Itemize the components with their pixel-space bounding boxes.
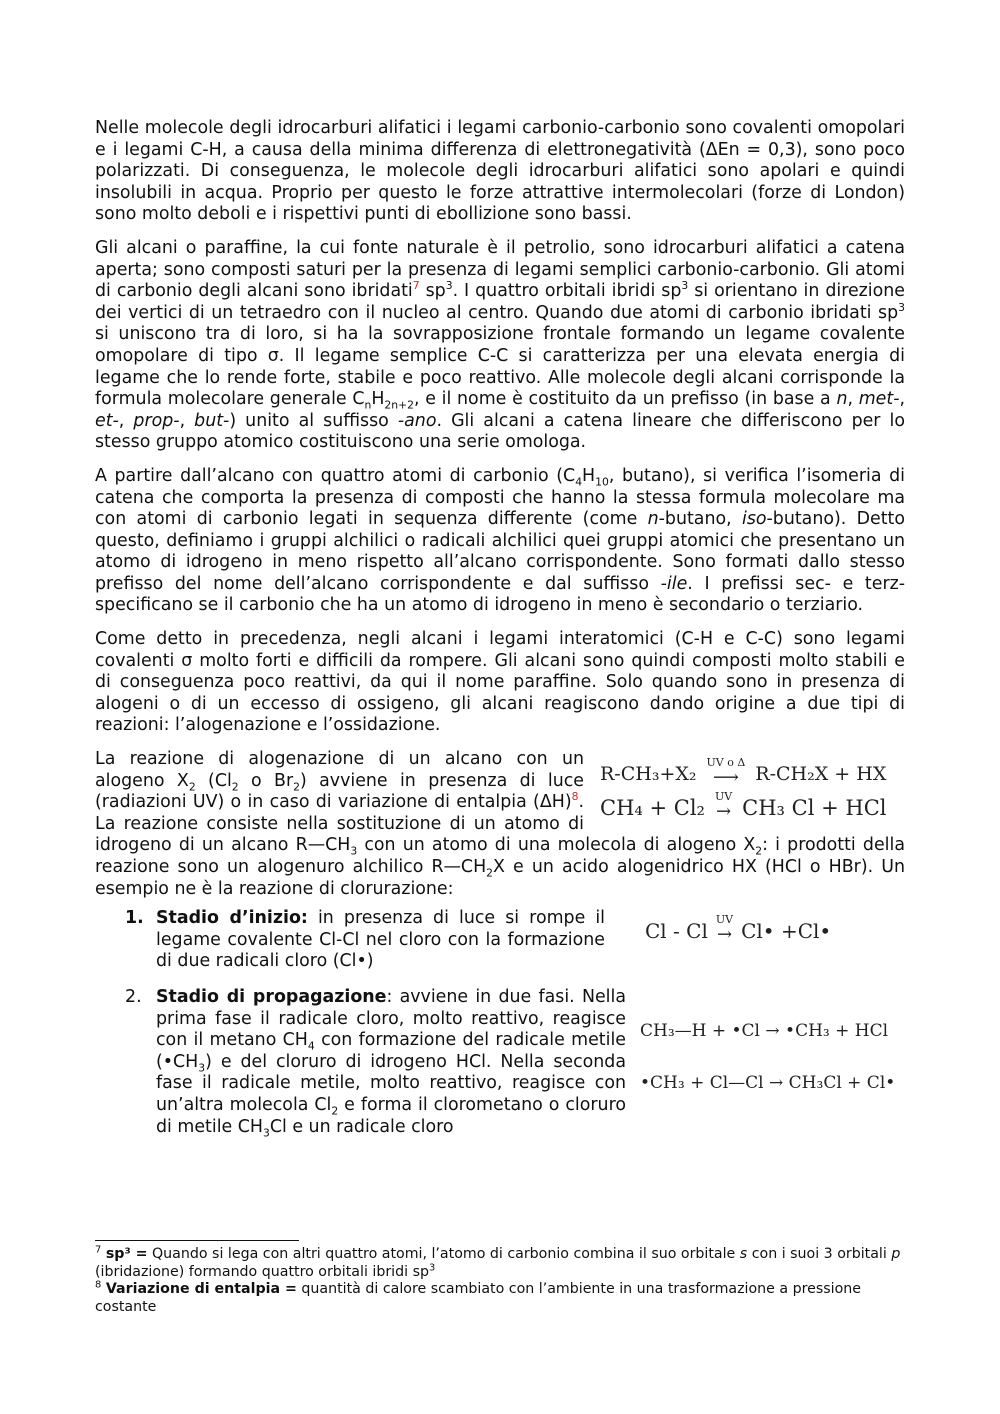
step-title: Stadio d’inizio: — [156, 908, 308, 929]
text: H — [582, 465, 596, 486]
paragraph-isomeria — [95, 466, 905, 617]
step-title: Stadio di propagazione — [156, 986, 387, 1007]
reaction-arrow — [715, 791, 732, 821]
equation-initiation — [645, 914, 905, 944]
equation-reactants: Cl - Cl — [645, 919, 708, 944]
equation-propagation-1: CH₃—H + •Cl → •CH₃ + HCl — [640, 1020, 889, 1041]
footnote-number: 8 — [95, 1279, 102, 1291]
footnote-separator — [95, 1240, 299, 1241]
text: , — [118, 410, 134, 431]
text: ) unito al suffisso — [229, 410, 398, 431]
italic-text: prop- — [133, 410, 180, 431]
arrow-icon: ⟶ — [713, 767, 739, 789]
text: H — [371, 389, 385, 410]
subscript: 2 — [486, 866, 494, 880]
text: . Gli alcani a catena lineare che differiscono per lo stesso gruppo atomico costituiscono una serie omologa. — [95, 410, 905, 453]
document-body — [95, 118, 905, 1152]
paragraph-reattivita — [95, 629, 905, 737]
text: (Cl — [195, 770, 232, 791]
footnote-7 — [95, 1246, 905, 1281]
text: , — [179, 410, 195, 431]
subscript: 2 — [331, 1104, 339, 1118]
superscript: 3 — [428, 1261, 436, 1273]
footnote-term: Variazione di entalpia = — [105, 1281, 297, 1297]
text: A partire dall’alcano con quattro atomi di carbonio (C — [95, 465, 576, 486]
equation-methane-chlorination — [600, 787, 905, 821]
arrow-icon: → — [716, 924, 733, 946]
text: Come detto in precedenza, negli alcani i legami interatomici (C-H e C-C) sono legami covalenti σ molto forti e difficili da rompere. Gli alcani sono quindi composti molto stabili e di conseguenza poco reattivi, da qui il nome paraffine. Solo quando sono in presenza di alogeni o di un eccesso di ossigeno, gli alcani reagiscono dando origine a due tipi di reazioni: l’alogenazione e l’ossidazione. — [95, 629, 905, 736]
text: : avviene in due fasi. Nella prima fase il radicale cloro, molto reattivo, reagisce con il metano CH — [156, 986, 626, 1051]
text: con formazione del radicale metile (•CH — [156, 1030, 626, 1072]
subscript: 4 — [575, 475, 583, 489]
paragraph-alcani — [95, 238, 905, 454]
paragraph-alogenazione — [95, 749, 905, 1138]
text: o Br — [238, 770, 294, 791]
text: quantità di calore scambiato con l’ambiente in una trasformazione a pressione costante — [95, 1281, 861, 1315]
italic-text: p — [891, 1246, 901, 1262]
subscript: 2 — [231, 780, 239, 794]
subscript: 2n+2 — [384, 398, 414, 412]
footnote-ref-7[interactable]: 7 — [412, 279, 420, 293]
subscript: 3 — [350, 844, 358, 858]
italic-text: n — [647, 509, 659, 530]
text: Cl e un radicale cloro — [269, 1116, 454, 1137]
subscript: 2 — [755, 844, 763, 858]
superscript: 3 — [681, 279, 689, 293]
text: La reazione di alogenazione di un alcano con un alogeno X — [95, 749, 584, 791]
text: Quando si lega con altri quattro atomi, l’atomo di carbonio combina il suo orbitale — [147, 1246, 740, 1262]
text: . I prefissi sec- e terz- specificano se il carbonio che ha un atomo di idrogeno in meno è secondario o terziario. — [95, 573, 905, 616]
arrow-condition: UV o Δ — [706, 756, 746, 770]
list-item-stadio-inizio — [95, 908, 905, 973]
subscript: 3 — [198, 1061, 206, 1075]
italic-text: -ile — [660, 573, 688, 594]
arrow-icon: → — [716, 801, 732, 823]
italic-text: iso — [741, 509, 767, 530]
list-number: 2. — [125, 986, 142, 1007]
reaction-arrow — [707, 757, 746, 787]
subscript: 2 — [293, 780, 300, 794]
arrow-condition: UV — [715, 913, 734, 927]
subscript: 2 — [188, 780, 196, 794]
text: : i prodotti della reazione sono un alogenuro alchilico R—CH — [95, 835, 905, 877]
text: X e un acido alogenidrico HX (HCl o HBr). Un esempio ne è la reazione di clorurazione: — [95, 857, 905, 899]
subscript: n — [364, 398, 372, 412]
italic-text: but- — [194, 410, 230, 431]
subscript: 3 — [262, 1126, 270, 1139]
text: , — [899, 389, 905, 410]
reaction-steps-list — [95, 908, 905, 1138]
text: con un atomo di una molecola di alogeno X — [357, 835, 756, 856]
subscript: 4 — [307, 1039, 315, 1053]
italic-text: s — [739, 1246, 748, 1262]
text: si uniscono tra di loro, si ha la sovrapposizione frontale formando un legame covalente omopolare di tipo σ. Il legame semplice C-C si caratterizza per una elevata energia di legame che lo rende forte, stabile e poco reattivo. Alle molecole degli alcani corrisponde la formula molecolare generale C — [95, 324, 905, 410]
italic-text: -ano — [397, 410, 437, 431]
equation-general-halogenation — [600, 753, 905, 787]
text: , butano), si verifica l’isomeria di catena che comporta la presenza di composti che hanno la stessa formula molecolare ma con atomi di carbonio legati in sequenza differente (come — [95, 465, 905, 530]
text: sp — [419, 281, 446, 302]
subscript: 10 — [595, 475, 609, 489]
equation-products: Cl• +Cl• — [741, 919, 832, 944]
text: -butano). Detto questo, definiamo i gruppi alchilici o radicali alchilici quei gruppi atomici che presentano un atomo di idrogeno in meno rispetto all’alcano corrispondente. Sono formati dallo stesso prefisso del nome dell’alcano corrispondente e dal suffisso — [95, 509, 906, 594]
italic-text: et- — [95, 410, 119, 431]
superscript: 3 — [898, 300, 905, 314]
equation-reactants: CH₄ + Cl₂ — [600, 796, 705, 821]
text: , — [847, 389, 859, 410]
italic-text: met- — [858, 389, 900, 410]
superscript: 3 — [445, 279, 453, 293]
text: . I quattro orbitali ibridi sp — [452, 281, 682, 302]
equation-reactants: R-CH₃+X₂ — [600, 763, 697, 786]
arrow-condition: UV — [714, 790, 733, 804]
text: (ibridazione) formando quattro orbitali ibridi sp — [95, 1263, 429, 1280]
paragraph-intro-text: Nelle molecole degli idrocarburi alifatici i legami carbonio-carbonio sono covalenti omopolari e i legami C-H, a causa della minima differenza di elettronegatività (ΔEn = 0,3), sono poco polarizzati. Di conseguenza, le molecole degli idrocarburi alifatici sono apolari e quindi insolubili in acqua. Proprio per questo le forze attrattive intermolecolari (forze di London) sono molto deboli e i rispettivi punti di ebollizione sono bassi. — [95, 118, 905, 225]
text: ) avviene in presenza di luce (radiazioni UV) o in caso di variazione di entalpia (ΔH) — [95, 770, 584, 813]
equation-products: R-CH₂X + HX — [755, 763, 887, 786]
equation-block-alogenazione — [600, 753, 905, 821]
list-number: 1. — [125, 908, 144, 929]
text: Gli alcani o paraffine, la cui fonte naturale è il petrolio, sono idrocarburi alifatici a catena aperta; sono composti saturi per la presenza di legami semplici carbonio-carbonio. Gli atomi di carbonio degli alcani sono ibridati — [95, 237, 905, 302]
footnotes — [95, 1240, 905, 1316]
footnote-number: 7 — [95, 1244, 102, 1256]
paragraph-intro — [95, 118, 905, 226]
text: , e il nome è costituito da un prefisso (in base a — [413, 389, 837, 410]
text: e forma il clorometano o cloruro di metile CH — [156, 1094, 626, 1137]
step-text: in presenza di luce si rompe il legame covalente Cl-Cl nel cloro con la formazione di due radicali cloro (Cl•) — [156, 908, 606, 972]
text: -butano, — [658, 509, 742, 530]
reaction-arrow — [716, 914, 733, 944]
list-item-stadio-propagazione — [95, 987, 905, 1138]
footnote-ref-8[interactable]: 8 — [571, 790, 579, 804]
text: si orientano in direzione dei vertici di un tetraedro con il nucleo al centro. Quando due atomi di carbonio ibridati sp — [95, 281, 905, 323]
equation-products: CH₃ Cl + HCl — [742, 796, 887, 821]
text: ) e del cloruro di idrogeno HCl. Nella seconda fase il radicale metile, molto reattivo, reagisce con un’altra molecola Cl — [156, 1051, 626, 1115]
equation-block-propagation — [640, 1005, 905, 1109]
text: con i suoi 3 orbitali — [747, 1246, 892, 1262]
text: . La reazione consiste nella sostituzione di un atomo di idrogeno di un alcano R—CH — [95, 792, 584, 856]
footnote-term: sp³ = — [105, 1246, 148, 1262]
equation-propagation-2: •CH₃ + Cl—Cl → CH₃Cl + Cl• — [640, 1072, 896, 1093]
italic-text: n — [836, 389, 848, 410]
footnote-8 — [95, 1281, 905, 1316]
